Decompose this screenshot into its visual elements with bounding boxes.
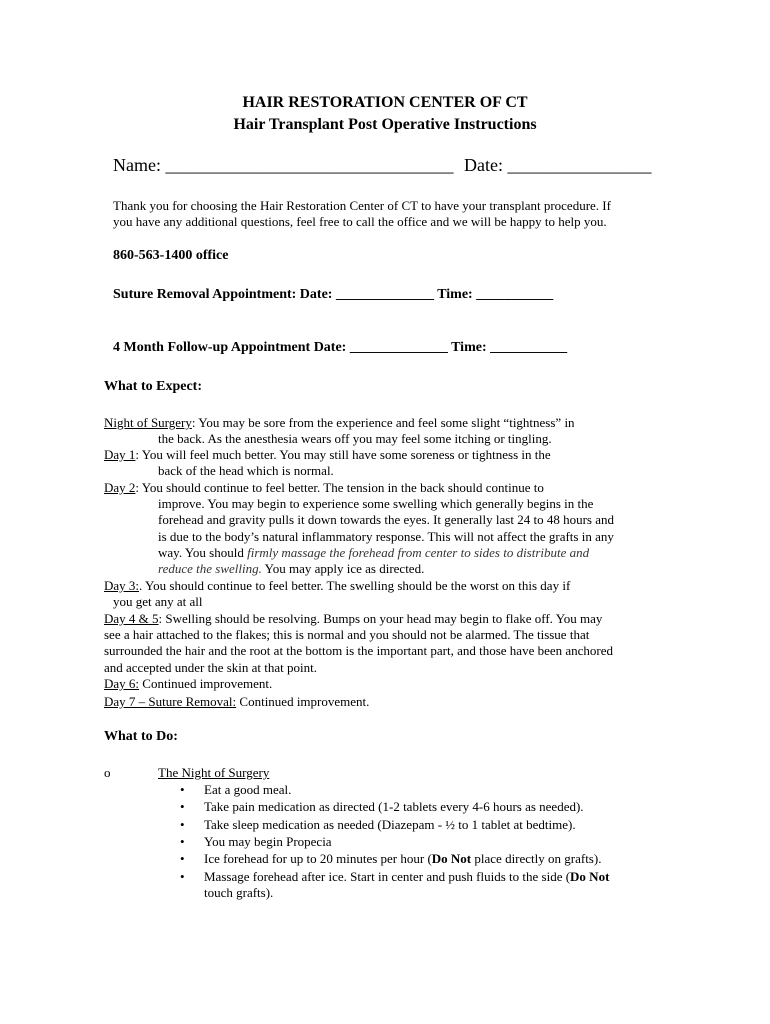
- expect-day1-line-2: back of the head which is normal.: [158, 463, 334, 478]
- expect-day3-line-2: you get any at all: [113, 594, 203, 609]
- expect-night-line-2: the back. As the anesthesia wears off you may feel some itching or tingling.: [158, 431, 552, 446]
- bullet-5-text: [204, 851, 601, 867]
- expect-day2-line-1: [104, 480, 544, 496]
- bullet-4-marker: •: [180, 834, 185, 849]
- expect-day2-line-4: is due to the body’s natural inflammatory response. This will not affect the grafts in any: [158, 529, 614, 544]
- bullet-1-marker: •: [180, 782, 185, 797]
- org-title: HAIR RESTORATION CENTER OF CT: [242, 94, 528, 111]
- name-field: Name: ________________________________: [113, 155, 454, 175]
- bullet-2-marker: •: [180, 799, 185, 814]
- expect-day1-line-1: [104, 447, 551, 463]
- night-of-surgery-heading: The Night of Surgery: [158, 765, 270, 780]
- expect-day2-line-3: forehead and gravity pulls it down towards the eyes. It generally last 24 to 48 hours and: [158, 512, 614, 527]
- night-label: Night of Surgery: [104, 415, 192, 430]
- bullet-3-text: Take sleep medication as needed (Diazepam - ½ to 1 tablet at bedtime).: [204, 817, 576, 832]
- massage-instruction: firmly massage the forehead from center to sides to distribute and: [247, 545, 590, 560]
- bullet-6-part-a: Massage forehead after ice. Start in center and push fluids to the side (: [204, 869, 571, 884]
- bullet-6-text-line-2: touch grafts).: [204, 885, 274, 900]
- expect-day2-line-2: improve. You may begin to experience some swelling which generally begins in the: [158, 496, 594, 511]
- day1-text: : You will feel much better. You may still have some soreness or tightness in the: [135, 447, 551, 462]
- bullet-6-do-not: Do Not: [570, 869, 610, 884]
- bullet-5-do-not: Do Not: [431, 851, 472, 866]
- office-phone: 860-563-1400 office: [113, 248, 229, 263]
- bullet-6-text: [204, 869, 609, 885]
- day7-label: Day 7 – Suture Removal:: [104, 694, 237, 709]
- bullet-3-marker: •: [180, 817, 185, 832]
- day7-text: Continued improvement.: [236, 694, 370, 709]
- day45-text: : Swelling should be resolving. Bumps on your head may begin to flake off. You may: [158, 611, 603, 626]
- expect-night-line-1: [104, 415, 575, 431]
- expect-day3-line-1: [104, 578, 570, 594]
- night-text: : You may be sore from the experience and feel some slight “tightness” in: [191, 415, 575, 430]
- bullet-6-marker: •: [180, 869, 185, 884]
- bullet-1-text: Eat a good meal.: [204, 782, 292, 797]
- day2-text: : You should continue to feel better. The tension in the back should continue to: [135, 480, 544, 495]
- suture-appointment: Suture Removal Appointment: Date: ______________ Time: ___________: [113, 287, 554, 302]
- expect-day2-line-5: [158, 545, 589, 561]
- expect-day2-line-6: [158, 561, 424, 577]
- day1-label: Day 1: [104, 447, 136, 462]
- expect-day45-line-2: see a hair attached to the flakes; this is normal and you should not be alarmed. The tissue that: [104, 627, 590, 642]
- intro-line-1: Thank you for choosing the Hair Restoration Center of CT to have your transplant procedure. If: [113, 198, 611, 213]
- day3-label: Day 3:: [104, 578, 140, 593]
- bullet-5-marker: •: [180, 851, 185, 866]
- massage-instruction-end: reduce the swelling.: [158, 561, 262, 576]
- expect-day45-line-3: surrounded the hair and the root at the bottom is the important part, and those have been anchored: [104, 643, 614, 658]
- day3-text: . You should continue to feel better. The swelling should be the worst on this day if: [139, 578, 571, 593]
- day6-label: Day 6:: [104, 676, 140, 691]
- expect-day45-line-1: [104, 611, 602, 627]
- day2-label: Day 2: [104, 480, 136, 495]
- ice-note: You may apply ice as directed.: [261, 561, 425, 576]
- date-field: Date: ________________: [464, 155, 652, 175]
- what-to-do-heading: What to Do:: [104, 729, 178, 744]
- day2-line5-text: way. You should: [158, 545, 248, 560]
- what-to-expect-heading: What to Expect:: [104, 379, 202, 394]
- expect-day45-line-4: and accepted under the skin at that point.: [104, 660, 317, 675]
- day6-text: Continued improvement.: [139, 676, 273, 691]
- bullet-5-part-c: place directly on grafts).: [471, 851, 602, 866]
- expect-day6: [104, 676, 272, 692]
- intro-line-2: you have any additional questions, feel free to call the office and we will be happy to help you.: [113, 214, 607, 229]
- bullet-2-text: Take pain medication as directed (1-2 tablets every 4-6 hours as needed).: [204, 799, 584, 814]
- day45-label: Day 4 & 5: [104, 611, 159, 626]
- bullet-4-text: You may begin Propecia: [204, 834, 332, 849]
- followup-appointment: 4 Month Follow-up Appointment Date: ______________ Time: ___________: [113, 340, 568, 355]
- list-marker-o: o: [104, 765, 111, 780]
- bullet-5-part-a: Ice forehead for up to 20 minutes per hour (: [204, 851, 432, 866]
- document-title: Hair Transplant Post Operative Instructions: [233, 116, 537, 133]
- expect-day7: [104, 694, 369, 710]
